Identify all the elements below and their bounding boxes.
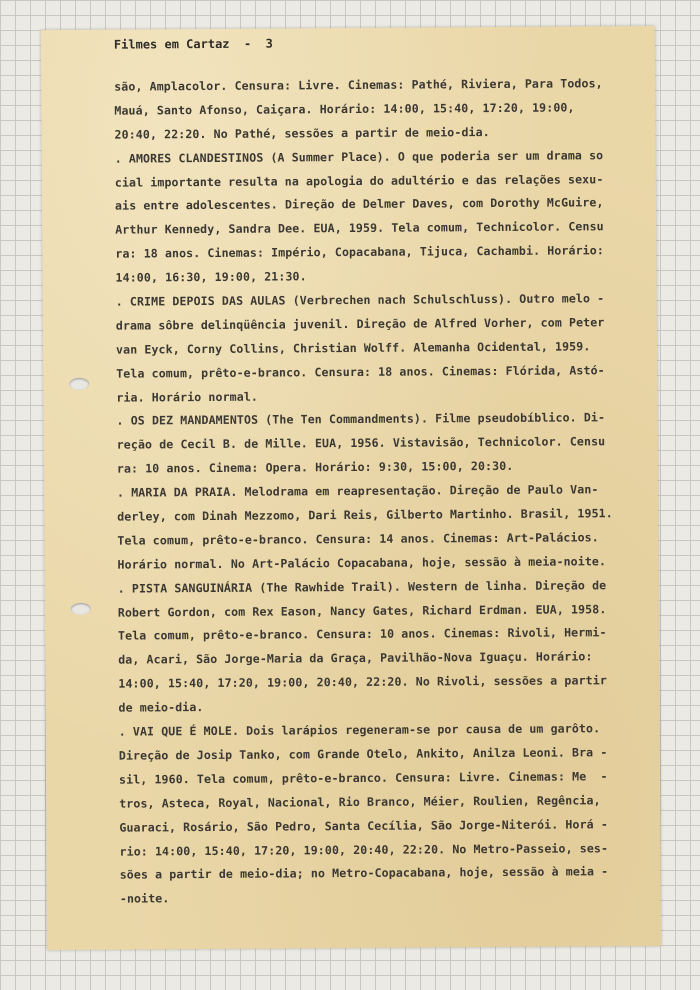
- text-line: ra: 18 anos. Cinemas: Império, Copacabana, Tijuca, Cachambi. Horário:: [115, 243, 604, 261]
- text-line: Horário normal. No Art-Palácio Copacabana, hoje, sessão à meia-noite.: [117, 554, 607, 572]
- text-line: ra: 10 anos. Cinema: Opera. Horário: 9:30, 15:00, 20:30.: [116, 459, 514, 476]
- text-line: sil, 1960. Tela comum, prêto-e-branco. Censura: Livre. Cinemas: Me -: [118, 769, 608, 787]
- text-line: Tela comum, prêto-e-branco. Censura: 14 anos. Cinemas: Art-Palácios.: [117, 530, 599, 548]
- text-line: ais entre adolescentes. Direção de Delmer Daves, com Dorothy McGuire,: [114, 195, 604, 214]
- text-line: Direção de Josip Tanko, com Grande Otelo, Ankito, Anilza Leoni. Bra -: [118, 745, 608, 763]
- text-line: . VAI QUE É MOLE. Dois larápios regeneram-se por causa de um garôto.: [118, 721, 601, 739]
- text-line: da, Acari, São Jorge-Maria da Graça, Pavilhão-Nova Iguaçu. Horário:: [118, 649, 593, 668]
- text-line: Mauá, Santo Afonso, Caiçara. Horário: 14:00, 15:40, 17:20, 19:00,: [114, 100, 575, 118]
- page-body: [114, 72, 640, 912]
- text-line: reção de Cecil B. de Mille. EUA, 1956. Vistavisão, Technicolor. Censu: [116, 434, 606, 452]
- text-line: Arthur Kennedy, Sandra Dee. EUA, 1959. Tela comum, Technicolor. Censu: [115, 219, 604, 237]
- text-line: sões a partir de meio-dia; no Metro-Copacabana, hoje, sessão à meia -: [119, 864, 609, 883]
- text-line: . CRIME DEPOIS DAS AULAS (Verbrechen nach Schulschluss). Outro melo -: [115, 291, 605, 309]
- text-line: van Eyck, Corny Collins, Christian Wolff. Alemanha Ocidental, 1959.: [115, 339, 591, 357]
- text-line: -noite.: [119, 891, 170, 906]
- text-line: 14:00, 15:40, 17:20, 19:00, 20:40, 22:20. No Rivoli, sessões a partir: [118, 673, 607, 691]
- text-line: tros, Asteca, Royal, Nacional, Rio Branco, Méier, Roulien, Regência,: [119, 792, 601, 811]
- text-line: Guaraci, Rosário, São Pedro, Santa Cecília, São Jorge-Niterói. Horá -: [119, 816, 608, 835]
- text-line: Tela comum, prêto-e-branco. Censura: 18 anos. Cinemas: Flórida, Astó-: [116, 362, 605, 381]
- text-line: de meio-dia.: [118, 700, 204, 715]
- punch-hole: [71, 603, 91, 615]
- text-line: são, Amplacolor. Censura: Livre. Cinemas: Pathé, Riviera, Para Todos,: [114, 76, 603, 94]
- text-line: 20:40, 22:20. No Pathé, sessões a partir de meio-dia.: [114, 124, 490, 142]
- text-line: . MARIA DA PRAIA. Melodrama em reapresentação. Direção de Paulo Van-: [116, 482, 599, 500]
- page-header: Filmes em Cartaz - 3: [113, 36, 273, 52]
- text-line: ria. Horário normal.: [116, 389, 259, 405]
- text-line: rio: 14:00, 15:40, 17:20, 19:00, 20:40, 22:20. No Metro-Passeio, ses-: [119, 840, 609, 859]
- punch-hole: [69, 378, 89, 390]
- text-line: . PISTA SANGUINÁRIA (The Rawhide Trail). Western de linha. Direção de: [117, 577, 607, 596]
- text-line: derley, com Dinah Mezzomo, Dari Reis, Gilberto Martinho. Brasil, 1951.: [117, 506, 613, 524]
- text-line: Tela comum, prêto-e-branco. Censura: 10 anos. Cinemas: Rivoli, Hermi-: [117, 625, 607, 644]
- text-line: . OS DEZ MANDAMENTOS (The Ten Commandments). Filme pseudobíblico. Di-: [116, 410, 606, 429]
- text-line: drama sôbre delinqüência juvenil. Direção de Alfred Vorher, com Peter: [115, 315, 605, 333]
- text-line: cial importante resulta na apologia do adultério e das relações sexu-: [114, 171, 604, 190]
- text-line: Robert Gordon, com Rex Eason, Nancy Gates, Richard Erdman. EUA, 1958.: [117, 601, 607, 620]
- typed-page: [41, 26, 661, 950]
- text-line: . AMORES CLANDESTINOS (A Summer Place). O que poderia ser um drama so: [114, 147, 604, 166]
- text-line: 14:00, 16:30, 19:00, 21:30.: [115, 269, 307, 285]
